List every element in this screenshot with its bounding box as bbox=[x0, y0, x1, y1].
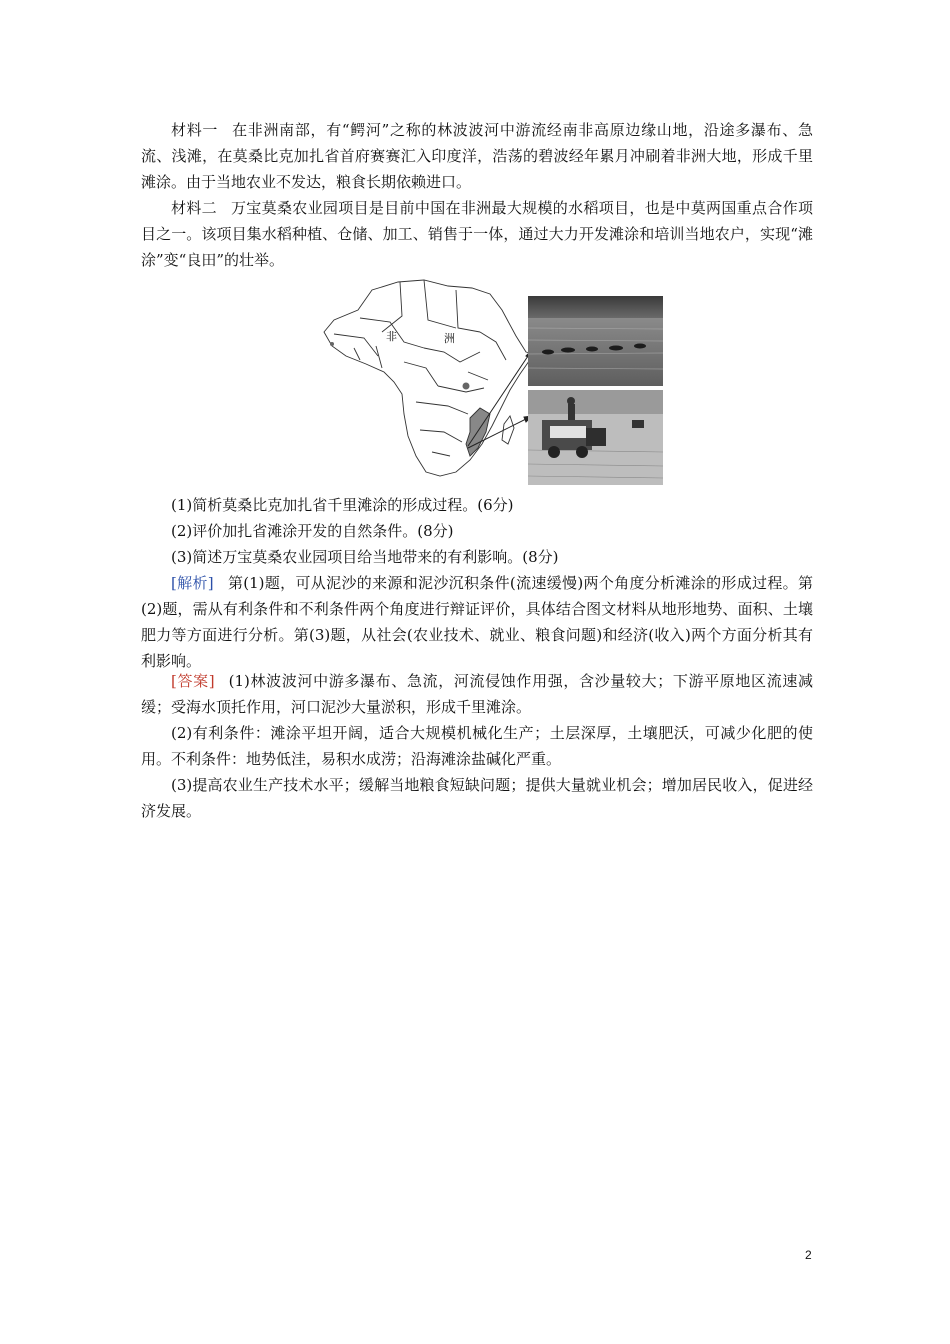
answer-paragraph-1 bbox=[141, 668, 813, 720]
material-2-paragraph bbox=[141, 195, 813, 273]
map-label-left: 非 bbox=[386, 330, 397, 343]
material-1-paragraph bbox=[141, 117, 813, 195]
answer-paragraph-2: (2)有利条件：滩涂平坦开阔，适合大规模机械化生产；土层深厚，土壤肥沃，可减少化肥的使用。不利条件：地势低洼，易积水成涝；沿海滩涂盐碱化严重。 bbox=[141, 724, 813, 768]
material-2-label: 材料二 bbox=[171, 199, 217, 217]
answer-tag: [答案] bbox=[171, 672, 215, 690]
harvester-photo bbox=[528, 390, 663, 485]
question-2: (2)评价加扎省滩涂开发的自然条件。(8分) bbox=[171, 522, 454, 540]
analysis-paragraph bbox=[141, 570, 813, 674]
material-1-text: 在非洲南部，有“鳄河”之称的林波波河中游流经南非高原边缘山地，沿途多瀑布、急流、浅滩，在莫桑比克加扎省首府赛赛汇入印度洋，浩荡的碧波经年累月冲刷着非洲大地，形成千里滩涂。由于当地农业不发达，粮食长期依赖进口。 bbox=[141, 121, 813, 191]
river-photo bbox=[528, 296, 663, 386]
analysis-text: 第(1)题，可从泥沙的来源和泥沙沉积条件(流速缓慢)两个角度分析滩涂的形成过程。第(2)题，需从有利条件和不利条件两个角度进行辩证评价，具体结合图文材料从地形地势、面积、土壤肥力等方面进行分析。第(3)题，从社会(农业技术、就业、粮食问题)和经济(收入)两个方面分析其有利影响。 bbox=[141, 574, 813, 670]
analysis-tag: [解析] bbox=[171, 574, 214, 592]
answer-paragraph-3: (3)提高农业生产技术水平；缓解当地粮食短缺问题；提供大量就业机会；增加居民收入，促进经济发展。 bbox=[141, 776, 813, 820]
material-1-label: 材料一 bbox=[171, 121, 219, 139]
question-1: (1)简析莫桑比克加扎省千里滩涂的形成过程。(6分) bbox=[171, 496, 514, 514]
page-number: 2 bbox=[805, 1248, 812, 1262]
map-label-right: 洲 bbox=[444, 332, 455, 345]
question-3: (3)简述万宝莫桑农业园项目给当地带来的有利影响。(8分) bbox=[171, 548, 559, 566]
africa-outline bbox=[324, 280, 534, 476]
answer-part-1: (1)林波波河中游多瀑布、急流，河流侵蚀作用强，含沙量较大；下游平原地区流速减缓；受海水顶托作用，河口泥沙大量淤积，形成千里滩涂。 bbox=[141, 672, 813, 716]
material-2-text: 万宝莫桑农业园项目是目前中国在非洲最大规模的水稻项目，也是中莫两国重点合作项目之一。该项目集水稻种植、仓储、加工、销售于一体，通过大力开发滩涂和培训当地农户，实现“滩涂”变“良田”的壮举。 bbox=[141, 199, 813, 269]
